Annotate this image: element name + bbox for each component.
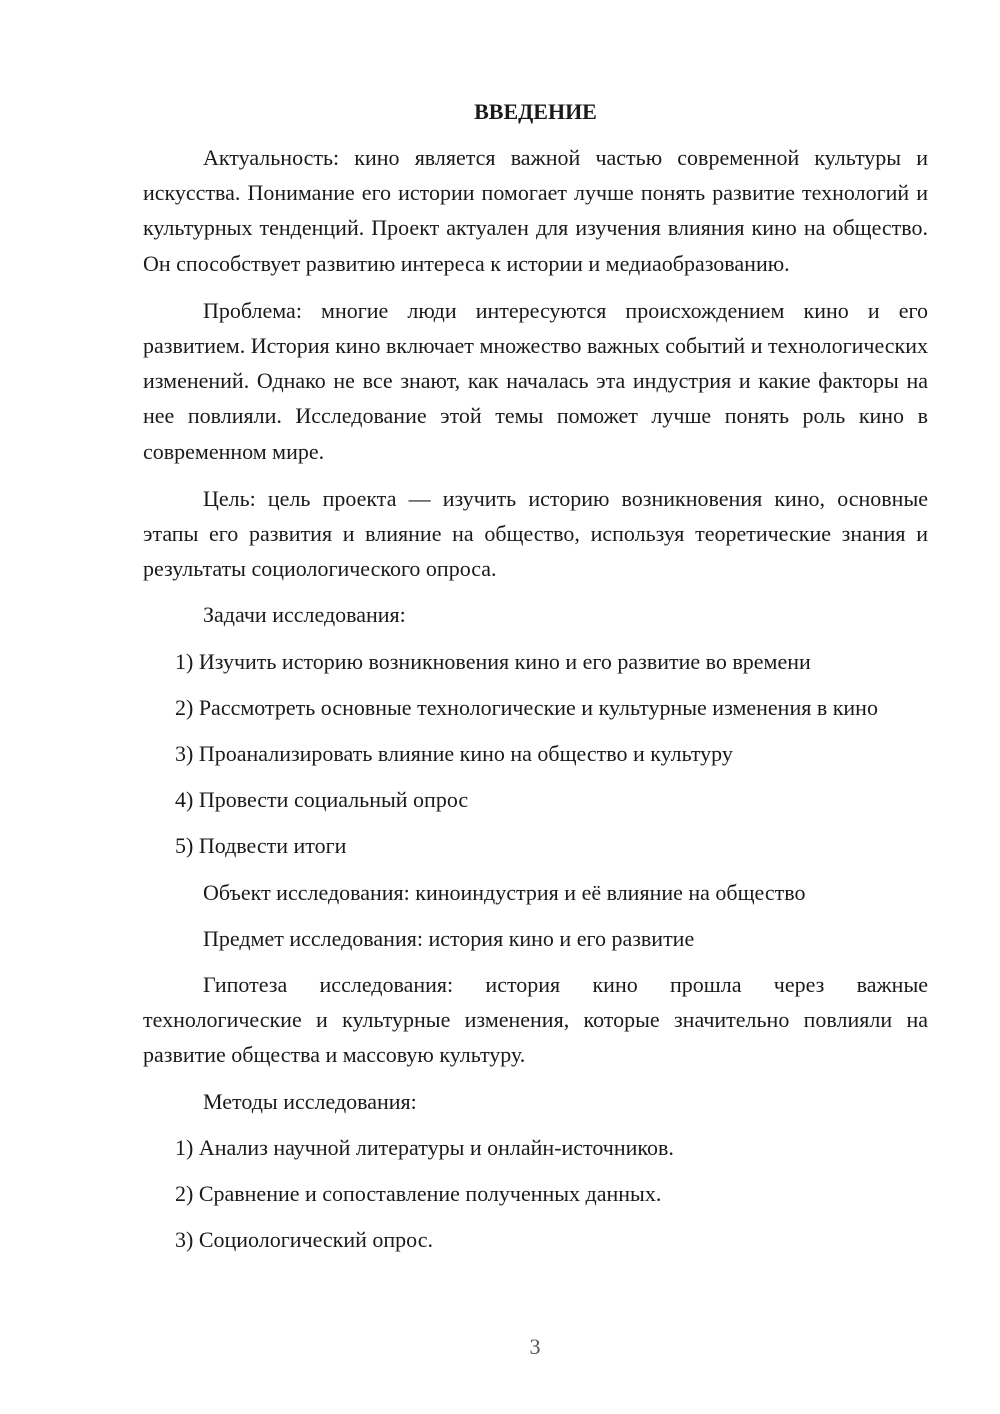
paragraph-goal: Цель: цель проекта — изучить историю возникновения кино, основные этапы его развития и влияние на общество, используя теоретические знания и результаты социологического опроса. xyxy=(143,485,928,582)
page-content xyxy=(143,94,928,1257)
research-hypothesis: Гипотеза исследования: история кино прошла через важные технологические и культурные изменения, которые значительно повлияли на развитие общества и массовую культуру. xyxy=(143,972,928,1068)
research-object: Объект исследования: киноиндустрия и её влияние на общество xyxy=(203,879,806,905)
page-title: ВВЕДЕНИЕ xyxy=(474,99,597,124)
method-item: 1) Анализ научной литературы и онлайн-источников. xyxy=(175,1134,674,1160)
method-item: 2) Сравнение и сопоставление полученных данных. xyxy=(175,1181,662,1207)
method-item: 3) Социологический опрос. xyxy=(175,1227,433,1253)
page-number: 3 xyxy=(529,1334,541,1359)
paragraph-problem: Проблема: многие люди интересуются происхождением кино и его развитием. История кино включает множество важных событий и технологических изменений. Однако не все знают, как началась эта индустрия и какие факторы на нее повлияли. Исследование этой темы поможет лучше понять роль кино в современном мире. xyxy=(143,297,928,464)
task-item: 2) Рассмотреть основные технологические и культурные изменения в кино xyxy=(175,694,878,720)
tasks-heading: Задачи исследования: xyxy=(203,602,406,628)
task-item: 4) Провести социальный опрос xyxy=(175,787,469,813)
methods-heading: Методы исследования: xyxy=(203,1088,417,1114)
task-item: 1) Изучить историю возникновения кино и его развитие во времени xyxy=(175,648,811,674)
paragraph-relevance: Актуальность: кино является важной частью современной культуры и искусства. Понимание его истории помогает лучше понять развитие технологий и культурных тенденций. Проект актуален для изучения влияния кино на общество. Он способствует развитию интереса к истории и медиаобразованию. xyxy=(143,145,928,276)
research-subject: Предмет исследования: история кино и его развитие xyxy=(203,925,695,951)
task-item: 3) Проанализировать влияние кино на общество и культуру xyxy=(175,741,733,767)
task-item: 5) Подвести итоги xyxy=(175,833,347,859)
